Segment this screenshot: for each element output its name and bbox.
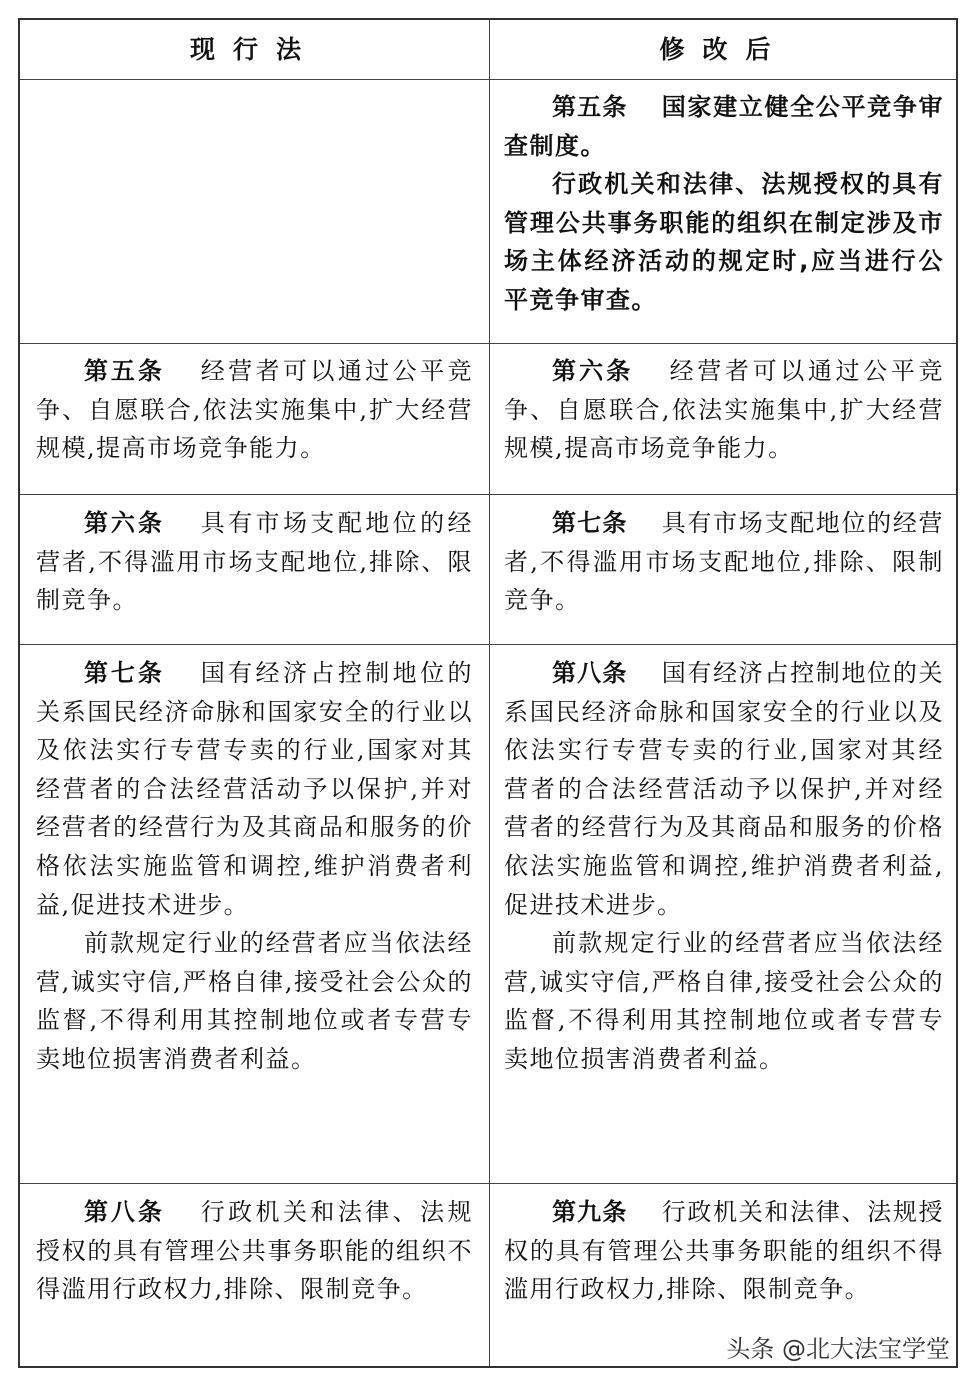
article-number: 第七条 (84, 659, 165, 687)
row-divider (20, 343, 956, 344)
article-text: 经营者可以通过公平竞争、自愿联合,依法实施集中,扩大经营规模,提高市场竞争能力。 (504, 357, 945, 463)
article-number: 第八条 (552, 659, 628, 687)
cell-revised-article-5 (490, 88, 958, 320)
cell-current-article-7 (20, 654, 489, 1079)
article-number: 第六条 (84, 509, 165, 537)
cell-revised-article-8 (490, 654, 958, 1079)
cell-current-article-8 (20, 1193, 489, 1309)
cell-revised-article-9 (490, 1193, 958, 1309)
article-text: 国家建立健全公平竞争审查制度。 (504, 93, 945, 160)
article-number: 第六条 (552, 357, 634, 385)
article-text: 具有市场支配地位的经营者,不得滥用市场支配地位,排除、限制竞争。 (504, 509, 945, 615)
article-number: 第五条 (84, 357, 165, 385)
article-number: 第八条 (84, 1198, 165, 1226)
cell-revised-article-6 (490, 352, 958, 468)
cell-current-article-6 (20, 504, 489, 620)
article-text: 行政机关和法律、法规授权的具有管理公共事务职能的组织不得滥用行政权力,排除、限制竞争。 (36, 1198, 474, 1304)
article-text: 国有经济占控制地位的关系国民经济命脉和国家安全的行业以及依法实行专营专卖的行业,国家对其经营者的合法经营活动予以保护,并对经营者的经营行为及其商品和服务的价格依法实施监管和调控,维护消费者利益,促进技术进步。 (504, 659, 945, 919)
article-number: 第五条 (552, 93, 628, 121)
header-current-law: 现行法 (189, 35, 319, 64)
row-divider (20, 79, 956, 80)
article-number: 第九条 (552, 1198, 628, 1226)
row-divider (20, 644, 956, 645)
article-text: 国有经济占控制地位的关系国民经济命脉和国家安全的行业以及依法实行专营专卖的行业,国家对其经营者的合法经营活动予以保护,并对经营者的经营行为及其商品和服务的价格依法实施监管和调控,维护消费者利益,促进技术进步。 (36, 659, 474, 919)
article-text: 行政机关和法律、法规授权的具有管理公共事务职能的组织不得滥用行政权力,排除、限制竞争。 (504, 1198, 945, 1304)
article-text: 具有市场支配地位的经营者,不得滥用市场支配地位,排除、限制竞争。 (36, 509, 474, 615)
article-text: 前款规定行业的经营者应当依法经营,诚实守信,严格自律,接受社会公众的监督,不得利用其控制地位或者专营专卖地位损害消费者利益。 (36, 929, 473, 1073)
row-divider (20, 494, 956, 495)
row-divider (20, 1183, 956, 1184)
cell-revised-article-7 (490, 504, 958, 620)
article-text: 前款规定行业的经营者应当依法经营,诚实守信,严格自律,接受社会公众的监督,不得利用其控制地位或者专营专卖地位损害消费者利益。 (504, 929, 944, 1073)
header-revised-law: 修改后 (659, 35, 789, 64)
article-text: 行政机关和法律、法规授权的具有管理公共事务职能的组织在制定涉及市场主体经济活动的规定时,应当进行公平竞争审查。 (504, 170, 944, 314)
article-number: 第七条 (552, 509, 628, 537)
cell-current-article-5 (20, 352, 489, 468)
article-text: 经营者可以通过公平竞争、自愿联合,依法实施集中,扩大经营规模,提高市场竞争能力。 (36, 357, 474, 463)
comparison-table (18, 18, 958, 1368)
watermark: 头条 @北大法宝学堂 (722, 1327, 954, 1366)
